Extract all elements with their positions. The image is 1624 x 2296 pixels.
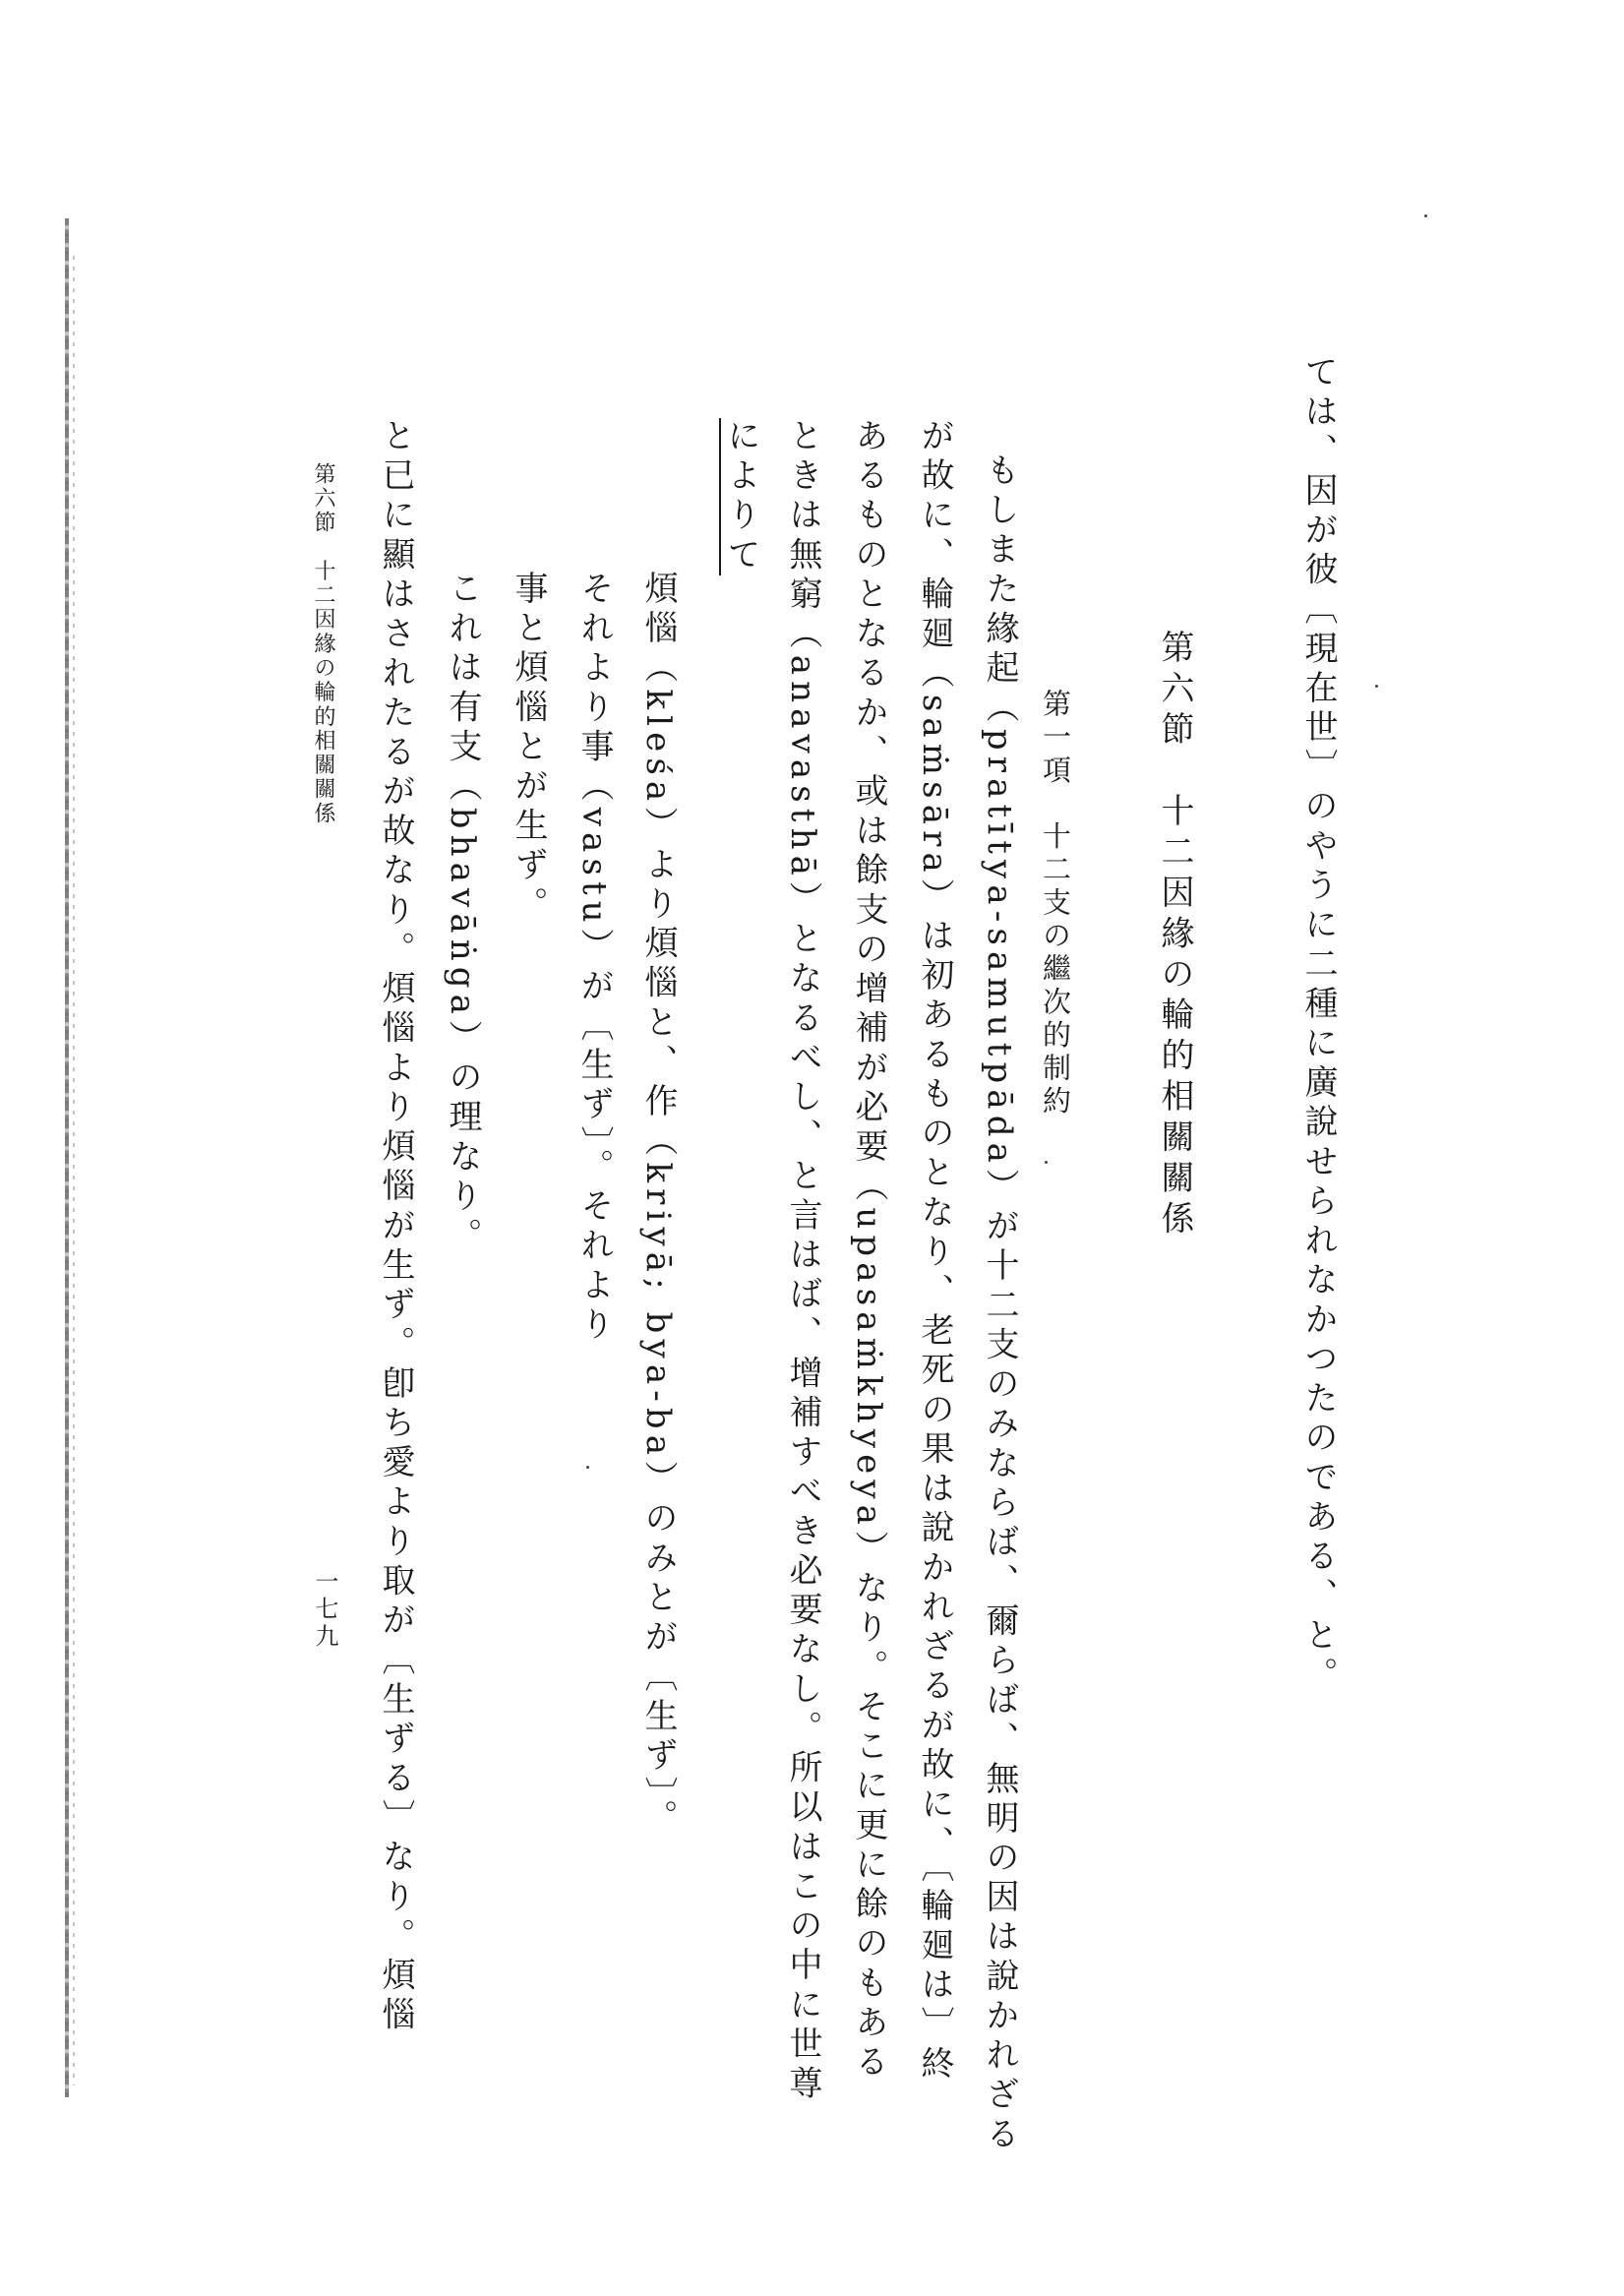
scan-speck (1375, 685, 1378, 688)
verse-line-2: それより事（vastu）が〔生ず〕。それより (574, 571, 614, 1347)
scan-speck (586, 1466, 589, 1469)
subsection-heading: 第一項 十二支の繼次的制約 (1039, 689, 1072, 1119)
verse-line-4: これは有支（bhavāṅga）の理なり。 (443, 571, 482, 1257)
text-column-continuation: ては、因が彼〔現在世〕のやうに二種に廣說せられなかつたのである、と。 (1298, 354, 1338, 1697)
section-heading: 第六節 十二因緣の輪的相關關係 (1155, 630, 1194, 1242)
running-head: 第六節 十二因緣の輪的相關關係 (311, 462, 335, 826)
scan-speck (1424, 214, 1427, 217)
body-line-3: あるものとなるか、或は餘支の增補が必要（upasaṁkhyeya）なり。そこに更に餘のもある (849, 418, 888, 2084)
body-line-2: が故に、輪廻（saṁsāra）は初あるものとなり、老死の果は說かれざるが故に、〔輪廻は〕終 (915, 418, 954, 2085)
verse-line-1: 煩惱（kleśa）より煩惱と、作（kriyā; bya-ba）のみとが〔生ず〕。 (638, 571, 678, 1840)
body-line-6: と已に顯はされたるが故なり。煩惱より煩惱が生ず。卽ち愛より取が〔生ずる〕なり。煩惱 (376, 418, 415, 2036)
page-number: 一七九 (311, 1569, 338, 1651)
body-line-1: もしまた緣起（pratītya-samutpāda）が十二支のみならば、爾らば、無明の因は說かれざる (980, 453, 1019, 2156)
binding-edge-shadow (73, 256, 75, 2085)
binding-edge (65, 218, 69, 2097)
scan-speck (1045, 1161, 1048, 1164)
verse-line-3: 事と煩惱とが生ず。 (509, 571, 548, 927)
body-line-4: ときは無窮（anavasthā）となるべし、と言はば、增補すべき必要なし。所以はこの中に世尊 (783, 418, 822, 2105)
body-line-5: によりて (721, 418, 760, 576)
